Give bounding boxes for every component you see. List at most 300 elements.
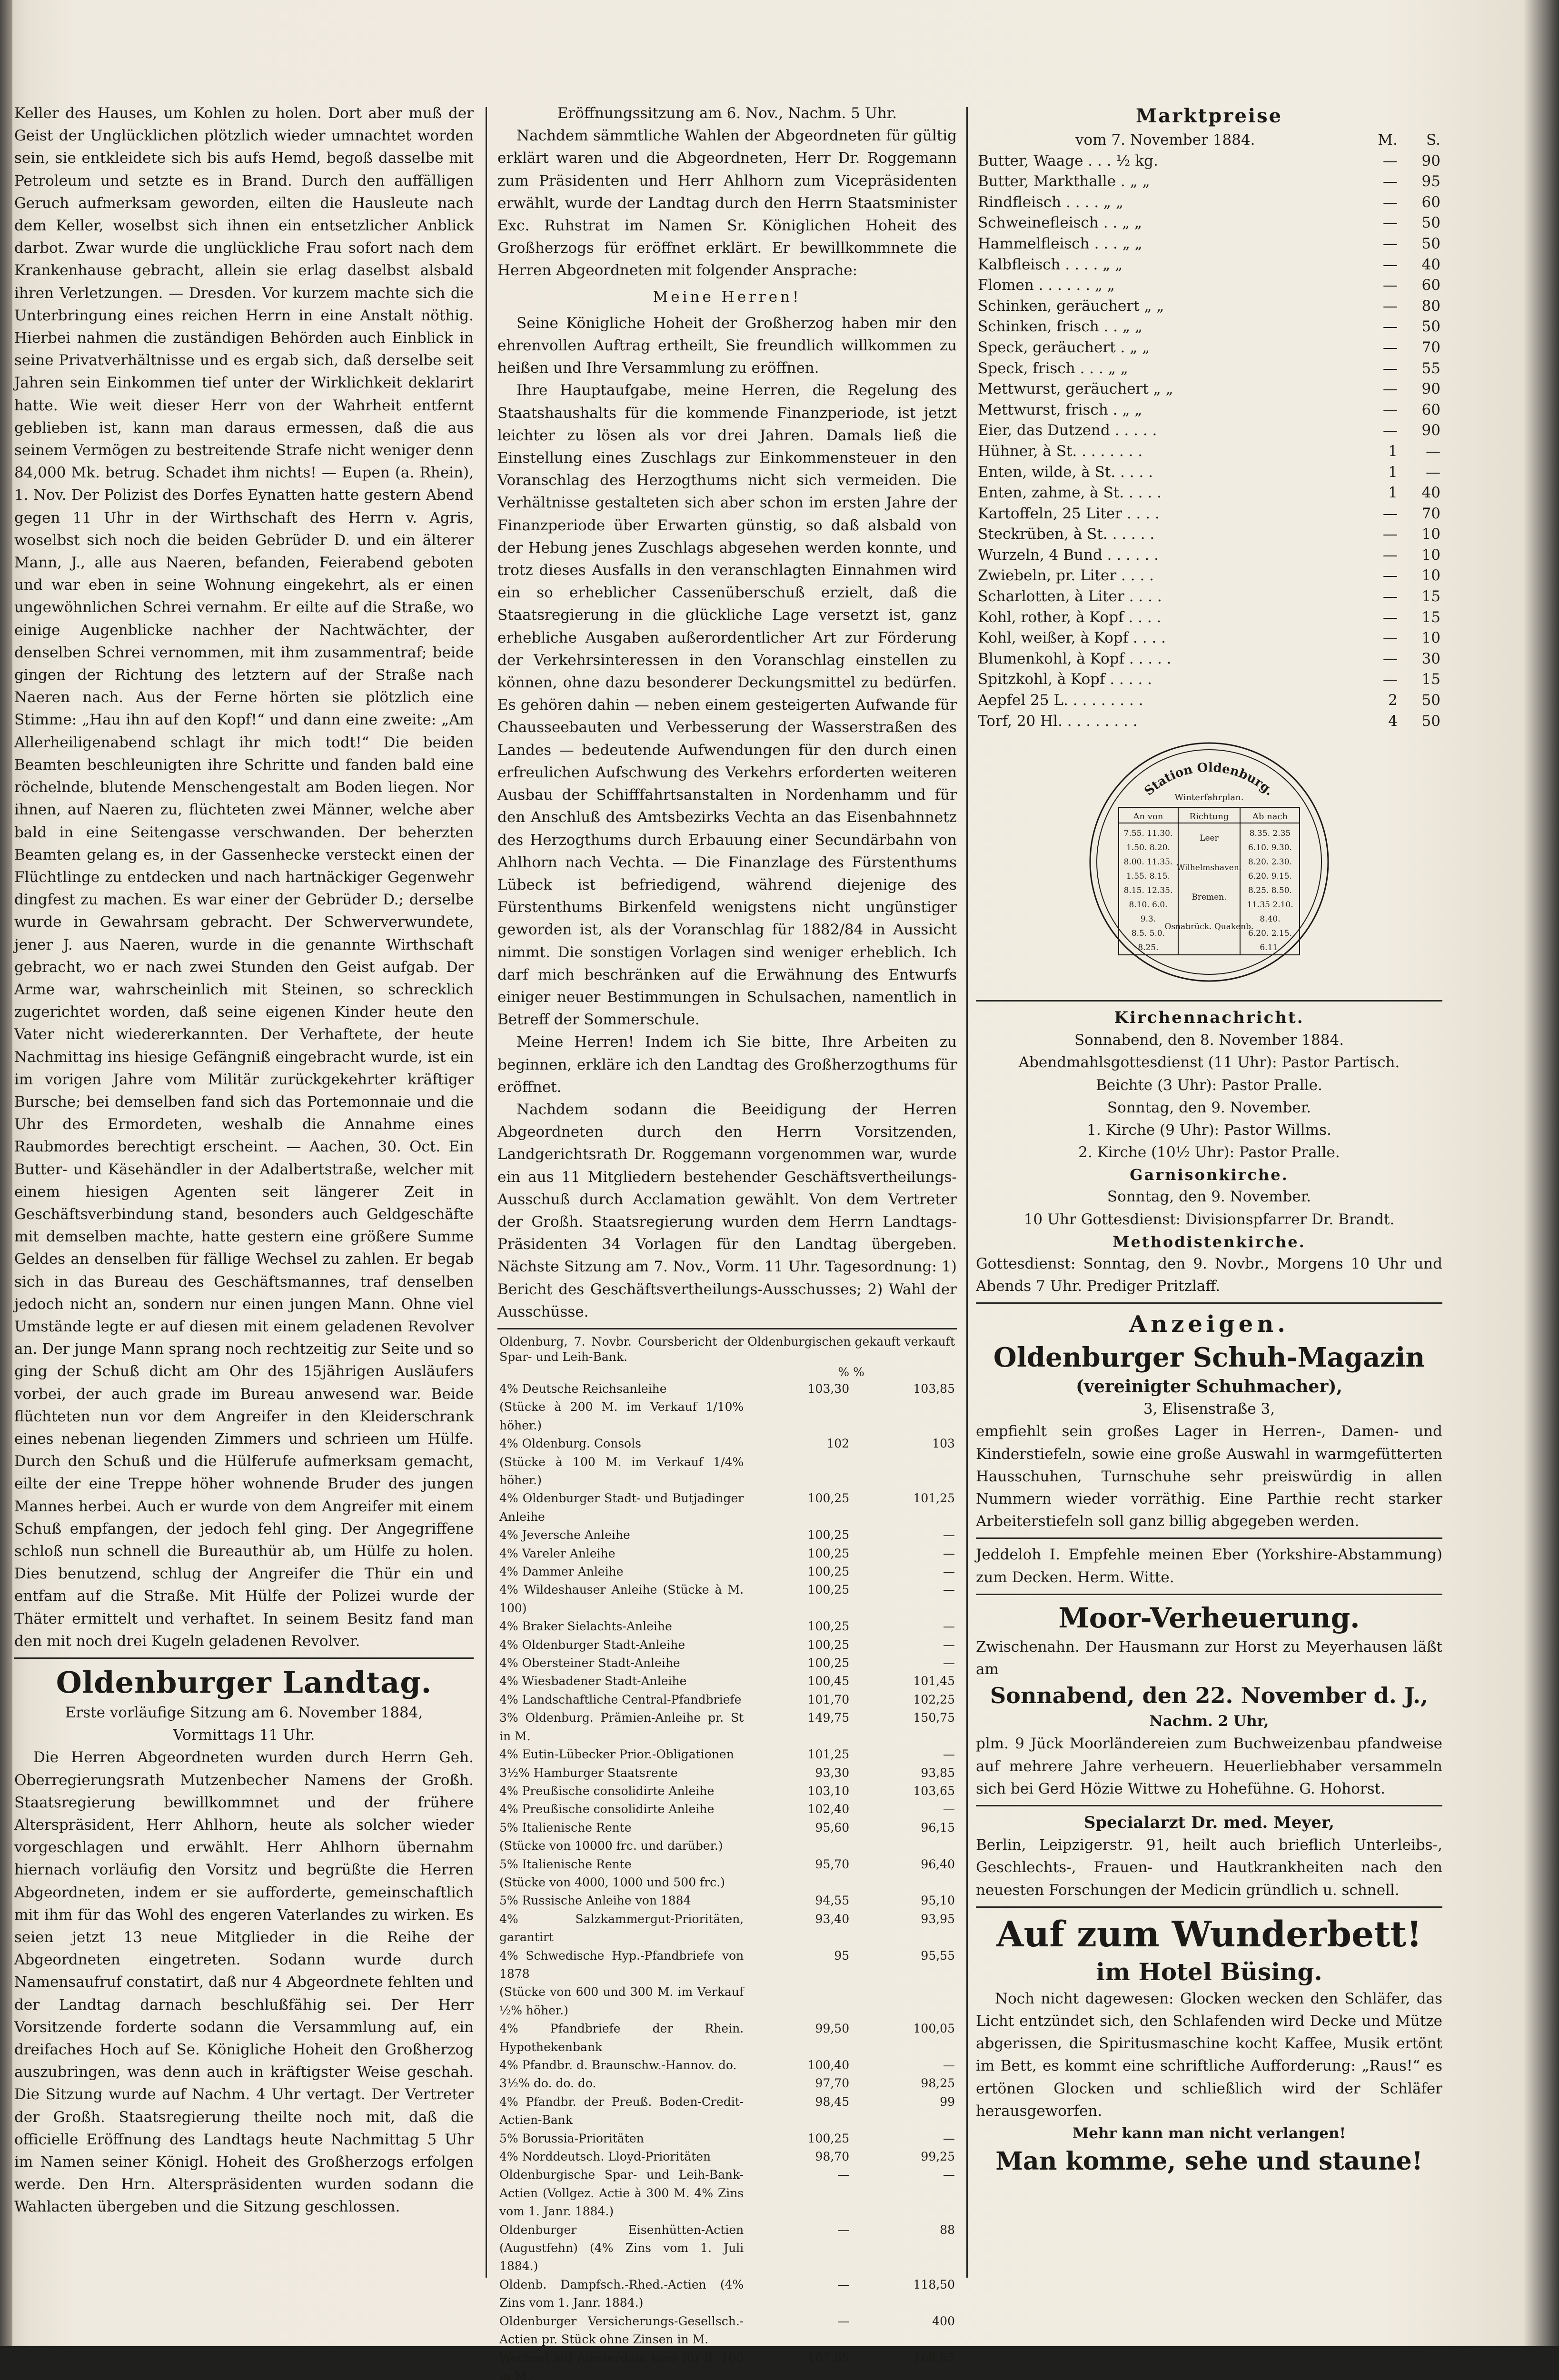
price-mark: 4: [1355, 711, 1400, 732]
divider: [14, 1657, 474, 1659]
currency-mark: M.: [1355, 130, 1400, 151]
product-name: Torf, 20 Hl. . . . . . . . .: [976, 711, 1355, 732]
station-arrival-time: 8.15. 12.35.: [1124, 886, 1173, 895]
course-row: [497, 2056, 957, 2074]
product-name: Flomen . . . . . . „ „: [976, 275, 1355, 296]
boar-ad-text: Jeddeloh I. Empfehle meinen Eber (Yorkshire-Abstammung) zum Decken. Herm. Witte.: [976, 1544, 1442, 1588]
product-name: Speck, geräuchert . „ „: [976, 337, 1355, 358]
market-price-row: [976, 545, 1442, 566]
security-name: 4% Wildeshauser Anleihe (Stücke à M. 100): [497, 1581, 745, 1617]
security-name: 4% Salzkammergut-Prioritäten, garantirt: [497, 1910, 745, 1947]
security-name: 4% Obersteiner Stadt-Anleihe: [497, 1654, 745, 1672]
ask-price: —: [851, 2166, 957, 2221]
market-price-row: [976, 524, 1442, 545]
column-2: [497, 102, 957, 2380]
bid-price: [745, 1874, 851, 1892]
station-departure-time: 6.20. 2.15.: [1248, 929, 1292, 938]
methodist-church-heading: Methodistenkirche.: [976, 1231, 1442, 1253]
price-mark: 2: [1355, 690, 1400, 711]
moor-ad-date: Sonnabend, den 22. November d. J.,: [976, 1681, 1442, 1710]
price-pfennig: 50: [1400, 690, 1442, 711]
product-name: Enten, zahme, à St. . . . .: [976, 483, 1355, 504]
price-pfennig: 15: [1400, 607, 1442, 628]
security-name: 4% Pfandbr. d. Braunschw.-Hannov. do.: [497, 2056, 745, 2074]
church-news-heading: Kirchennachricht.: [976, 1006, 1442, 1029]
price-pfennig: 30: [1400, 649, 1442, 670]
divider: [976, 1594, 1442, 1595]
bid-price: 100,25: [745, 1654, 851, 1672]
product-name: Speck, frisch . . . „ „: [976, 358, 1355, 379]
security-name: 5% Italienische Rente: [497, 1819, 745, 1837]
price-mark: —: [1355, 234, 1400, 255]
ask-price: 98,25: [851, 2074, 957, 2092]
bid-price: 94,55: [745, 1892, 851, 1910]
church-news-line: 2. Kirche (10½ Uhr): Pastor Pralle.: [976, 1141, 1442, 1164]
course-row: [497, 1983, 957, 2020]
security-name: 4% Oldenburger Stadt- und Butjadinger Anleihe: [497, 1489, 745, 1526]
market-price-row: [976, 213, 1442, 234]
bid-price: 100,25: [745, 1636, 851, 1654]
ask-price: —: [851, 1526, 957, 1544]
wonder-bed-ad-title: Auf zum Wunderbett!: [976, 1913, 1442, 1956]
wonder-bed-ad-text: Noch nicht dagewesen: Glocken wecken den Schläfer, das Licht entzündet sich, den Schlafenden wird Decke und Mütze abgerissen, die Spiritusmaschine kocht Kaffee, Musik ertönt im Bett, es kommt eine schriftliche Aufforderung: „Raus!“ es ertönen Glocken und schließlich wird der Schläfer herausgeworfen.: [976, 1988, 1442, 2122]
price-mark: —: [1355, 337, 1400, 358]
price-pfennig: 60: [1400, 275, 1442, 296]
ask-price: 95,55: [851, 1947, 957, 1983]
column-rule-1: [486, 107, 487, 2278]
security-name: 5% Russische Anleihe von 1884: [497, 1892, 745, 1910]
course-row: [497, 1910, 957, 1947]
station-arrival-time: 1.55. 8.15.: [1126, 872, 1170, 881]
security-name: 4% Oldenburg. Consols: [497, 1435, 745, 1453]
station-direction: Leer: [1200, 833, 1219, 843]
bid-price: 95: [745, 1947, 851, 1983]
ask-price: [851, 1983, 957, 2020]
security-name: 4% Norddeutsch. Lloyd-Prioritäten: [497, 2148, 745, 2166]
station-arrival-time: 8.00. 11.35.: [1124, 857, 1173, 867]
course-row: [497, 2349, 957, 2380]
course-row: [497, 1874, 957, 1892]
course-row: [497, 2166, 957, 2221]
station-direction: Osnabrück. Quakenb.: [1165, 922, 1254, 932]
percent-units: % %: [745, 1365, 957, 1380]
course-row: [497, 2074, 957, 2092]
price-mark: —: [1355, 213, 1400, 234]
security-name: Wechsel auf Amsterdam kurz für fl. 100 in M.: [497, 2349, 745, 2380]
address-paragraph: Meine Herren! Indem ich Sie bitte, Ihre Arbeiten zu beginnen, erkläre ich den Landtag des Großherzogthums für eröffnet.: [497, 1031, 957, 1099]
market-prices-table: [976, 130, 1442, 732]
ask-price: [851, 1398, 957, 1435]
price-pfennig: 40: [1400, 255, 1442, 276]
course-row: [497, 1581, 957, 1617]
bid-price: 100,40: [745, 2056, 851, 2074]
station-arrival-time: 8.5. 5.0.: [1132, 929, 1165, 938]
course-row: [497, 1636, 957, 1654]
ask-price: —: [851, 2056, 957, 2074]
price-mark: —: [1355, 565, 1400, 586]
market-price-row: [976, 462, 1442, 483]
bid-price: 101,70: [745, 1691, 851, 1709]
bid-price: [745, 1398, 851, 1435]
price-mark: —: [1355, 275, 1400, 296]
divider: [976, 1537, 1442, 1539]
course-row: [497, 2276, 957, 2312]
course-report-columns: Oldenburgischen gekauft verkauft: [745, 1334, 957, 1365]
price-pfennig: 70: [1400, 337, 1442, 358]
market-price-row: [976, 151, 1442, 172]
ask-price: 95,10: [851, 1892, 957, 1910]
ask-price: —: [851, 1545, 957, 1563]
ask-price: 99,25: [851, 2148, 957, 2166]
bid-price: 93,30: [745, 1764, 851, 1782]
moor-ad-text: Zwischenahn. Der Hausmann zur Horst zu Meyerhausen läßt am: [976, 1636, 1442, 1681]
price-pfennig: 50: [1400, 317, 1442, 337]
station-departure-time: 8.25. 8.50.: [1248, 886, 1292, 895]
security-name: 4% Deutsche Reichsanleihe: [497, 1380, 745, 1398]
product-name: Kalbfleisch . . . . „ „: [976, 255, 1355, 276]
session-paragraph: Nachdem sämmtliche Wahlen der Abgeordneten für gültig erklärt waren und die Abgeordneten, Herr Dr. Roggemann zum Präsidenten und Herr Ahlhorn zum Vicepräsidenten erwählt, wurde der Landtag durch den Herrn Staatsminister Exc. Ruhstrat im Namen Sr. Königlichen Hoheit des Großherzogs für eröffnet erklärt. Er bewillkommnete die Herren Abgeordneten mit folgender Ansprache:: [497, 125, 957, 282]
price-mark: —: [1355, 358, 1400, 379]
station-timetable-circle: [1085, 738, 1333, 986]
church-news-line: Abendmahlsgottesdienst (11 Uhr): Pastor Partisch.: [976, 1051, 1442, 1074]
price-pfennig: 90: [1400, 151, 1442, 172]
market-price-row: [976, 607, 1442, 628]
course-row: [497, 1892, 957, 1910]
course-row: [497, 1837, 957, 1855]
divider: [976, 1000, 1442, 1002]
market-price-row: [976, 420, 1442, 441]
divider: [976, 1906, 1442, 1908]
market-price-row: [976, 504, 1442, 525]
ask-price: —: [851, 1617, 957, 1636]
station-departure-time: 6.11.: [1260, 943, 1280, 952]
price-pfennig: —: [1400, 441, 1442, 462]
course-row: [497, 1435, 957, 1453]
price-mark: —: [1355, 649, 1400, 670]
bid-price: 100,25: [745, 1563, 851, 1581]
market-price-row: [976, 379, 1442, 400]
ask-price: 103: [851, 1435, 957, 1453]
column-3: [976, 102, 1442, 2178]
market-price-row: [976, 234, 1442, 255]
bid-price: 102,40: [745, 1800, 851, 1818]
price-pfennig: 10: [1400, 628, 1442, 649]
ask-price: 118,50: [851, 2276, 957, 2312]
course-row: [497, 1654, 957, 1672]
course-row: [497, 1800, 957, 1818]
market-price-row: [976, 337, 1442, 358]
price-pfennig: 50: [1400, 213, 1442, 234]
ask-price: 101,25: [851, 1489, 957, 1526]
course-row: [497, 2130, 957, 2148]
price-mark: 1: [1355, 441, 1400, 462]
bid-price: 103,10: [745, 1782, 851, 1800]
bid-price: —: [745, 2166, 851, 2221]
security-name: (Stücke von 4000, 1000 und 500 frc.): [497, 1874, 745, 1892]
ask-price: 168,65: [851, 2349, 957, 2380]
ask-price: —: [851, 1800, 957, 1818]
course-row: [497, 1617, 957, 1636]
station-arrival-time: 1.50. 8.20.: [1126, 843, 1170, 853]
product-name: Kartoffeln, 25 Liter . . . .: [976, 504, 1355, 525]
security-name: (Stücke von 600 und 300 M. im Verkauf ½% höher.): [497, 1983, 745, 2020]
ask-price: —: [851, 1581, 957, 1617]
market-price-row: [976, 586, 1442, 607]
moor-ad-time: Nachm. 2 Uhr,: [976, 1710, 1442, 1733]
product-name: Aepfel 25 L. . . . . . . . .: [976, 690, 1355, 711]
course-row: [497, 2221, 957, 2276]
course-row: [497, 1764, 957, 1782]
price-mark: —: [1355, 171, 1400, 192]
security-name: 3½% Hamburger Staatsrente: [497, 1764, 745, 1782]
security-name: 3% Oldenburg. Prämien-Anleihe pr. St in M.: [497, 1709, 745, 1745]
security-name: 5% Borussia-Prioritäten: [497, 2130, 745, 2148]
ask-price: —: [851, 1654, 957, 1672]
product-name: Schinken, geräuchert „ „: [976, 296, 1355, 317]
bid-price: 100,25: [745, 1489, 851, 1526]
price-pfennig: 50: [1400, 234, 1442, 255]
landtag-text: Die Herren Abgeordneten wurden durch Herrn Geh. Oberregierungsrath Mutzenbecher Namens der Großh. Staatsregierung bewillkommnet und der frühere Alterspräsident, Herr Ahlhorn, heute als solcher wieder vorgeschlagen und erwählt. Herr Ahlhorn übernahm hiernach vorläufig den Vorsitz und begrüßte die Herren Abgeordneten, indem er sie aufforderte, gemeinschaftlich mit ihm für das Wohl des engeren Vaterlandes zu wirken. Es seien jetzt 13 neue Mitglieder in die Reihe der Abgeordneten eingetreten. Sodann wurde durch Namensaufruf constatirt, daß nur 4 Abgeordnete fehlten und der Landtag darnach beschlußfähig sei. Der Herr Vorsitzende forderte sodann die Versammlung auf, ein dreifaches Hoch auf Se. Königliche Hoheit den Großherzog auszubringen, was denn auch in kräftigster Weise geschah. Die Sitzung wurde auf Nachm. 4 Uhr vertagt. Der Vertreter der Großh. Staatsregierung theilte noch mit, daß die officielle Eröffnung des Landtags heute Nachmittag 5 Uhr im Namen seiner Königl. Hoheit des Großherzogs erfolgen werde. Den Hrn. Alterspräsidenten wurden sodann die Wahlacten übergeben und die Sitzung geschlossen.: [14, 1746, 474, 2218]
product-name: Butter, Waage . . . ½ kg.: [976, 151, 1355, 172]
bid-price: 101,25: [745, 1745, 851, 1764]
security-name: (Stücke à 200 M. im Verkauf 1/10% höher.): [497, 1398, 745, 1435]
ask-price: 103,85: [851, 1380, 957, 1398]
course-row: [497, 1453, 957, 1490]
divider: [497, 1328, 957, 1329]
price-mark: —: [1355, 296, 1400, 317]
security-name: Oldenburger Eisenhütten-Actien (Augustfehn) (4% Zins vom 1. Juli 1884.): [497, 2221, 745, 2276]
garrison-church-list: [976, 1186, 1442, 1230]
security-name: 4% Eutin-Lübecker Prior.-Obligationen: [497, 1745, 745, 1764]
station-departure-time: 6.10. 9.30.: [1248, 843, 1292, 853]
advertisements-heading: Anzeigen.: [976, 1309, 1442, 1340]
product-name: Hühner, à St. . . . . . . .: [976, 441, 1355, 462]
ask-price: 102,25: [851, 1691, 957, 1709]
ask-price: —: [851, 2130, 957, 2148]
market-prices-heading: Marktpreise: [976, 102, 1442, 130]
wonder-bed-ad-final: Man komme, sehe und staune!: [976, 2145, 1442, 2178]
security-name: (Stücke von 10000 frc. und darüber.): [497, 1837, 745, 1855]
ask-price: 88: [851, 2221, 957, 2276]
landtag-heading: Oldenburger Landtag.: [14, 1664, 474, 1702]
church-news-line: Beichte (3 Uhr): Pastor Pralle.: [976, 1074, 1442, 1097]
price-mark: 1: [1355, 483, 1400, 504]
station-departure-time: 11.35 2.10.: [1247, 900, 1293, 910]
price-pfennig: 40: [1400, 483, 1442, 504]
bid-price: 149,75: [745, 1709, 851, 1745]
station-departure-time: 8.40.: [1260, 914, 1280, 924]
bid-price: [745, 1453, 851, 1490]
bid-price: 99,50: [745, 2020, 851, 2056]
station-departure-header: Ab nach: [1252, 812, 1288, 822]
course-row: [497, 1672, 957, 1690]
price-mark: —: [1355, 628, 1400, 649]
security-name: 4% Vareler Anleihe: [497, 1545, 745, 1563]
price-pfennig: —: [1400, 462, 1442, 483]
garrison-church-heading: Garnisonkirche.: [976, 1164, 1442, 1186]
course-report-table: [497, 1334, 957, 2380]
landtag-subheading: Erste vorläufige Sitzung am 6. November 1884,: [14, 1702, 474, 1724]
course-row: [497, 1782, 957, 1800]
shoe-shop-ad-title: Oldenburger Schuh-Magazin: [976, 1340, 1442, 1375]
product-name: Schweinefleisch . . „ „: [976, 213, 1355, 234]
market-price-row: [976, 317, 1442, 337]
column-rule-2: [966, 107, 968, 2278]
price-mark: —: [1355, 524, 1400, 545]
station-subtitle: Winterfahrplan.: [1175, 793, 1244, 803]
security-name: 3½% do. do. do.: [497, 2074, 745, 2092]
ask-price: [851, 1837, 957, 1855]
price-mark: —: [1355, 545, 1400, 566]
ask-price: [851, 1874, 957, 1892]
price-mark: —: [1355, 400, 1400, 421]
market-price-row: [976, 255, 1442, 276]
price-pfennig: 10: [1400, 524, 1442, 545]
course-row: [497, 1545, 957, 1563]
ask-price: —: [851, 1636, 957, 1654]
price-mark: —: [1355, 669, 1400, 690]
market-price-row: [976, 649, 1442, 670]
ask-price: 101,45: [851, 1672, 957, 1690]
product-name: Spitzkohl, à Kopf . . . . .: [976, 669, 1355, 690]
ask-price: 93,95: [851, 1910, 957, 1947]
price-pfennig: 60: [1400, 400, 1442, 421]
church-news-line: 1. Kirche (9 Uhr): Pastor Willms.: [976, 1119, 1442, 1141]
market-price-row: [976, 565, 1442, 586]
address-paragraph: Ihre Hauptaufgabe, meine Herren, die Regelung des Staatshaushalts für die kommende Finanzperiode, ist jetzt leichter zu lösen als vor drei Jahren. Damals ließ die Einstellung eines Zuschlags zur Einkommensteuer in den Voranschlag des Herzogthums nicht sich vermeiden. Die Verhältnisse gestalteten sich aber schon im ersten Jahre der Finanzperiode über Erwarten günstig, so daß alsbald von der Hebung jenes Zuschlags abgesehen werden konnte, und trotz dieses Ausfalls in den veranschlagten Einnahmen wird ein so erheblicher Cassenüberschuß erzielt, daß die Staatsregierung in die glückliche Lage versetzt ist, ganz erhebliche Ausgaben außerordentlicher Art zur Förderung der Verkehrsinteressen in den Voranschlag einstellen zu können, ohne dazu besonderer Deckungsmittel zu bedürfen. Es gehören dahin — neben einem gesteigerten Aufwande für Chausseebauten und Verbesserung der Wasserstraßen des Landes — bedeutende Aufwendungen für den durch einen erfreulichen Aufschwung des Verkehrs erforderten weiteren Ausbau der Schifffahrtsanstalten in Nordenhamm und für den Anschluß des Amtsbezirks Vechta an das Eisenbahnnetz des Herzogthums durch Erbauung einer Secundärbahn von Ahlhorn nach Vechta. — Die Finanzlage des Fürstenthums Lübeck ist befriedigend, während diejenige des Fürstenthums Birkenfeld wenigstens nicht ungünstiger geworden ist, als der Voranschlag für 1882/84 in Aussicht nimmt. Die sonstigen Vorlagen sind weniger erheblich. Ich darf mich beschränken auf die Erwähnung des Entwurfs einiger neuer Bestimmungen in Schulsachen, namentlich in Betreff der Sommerschule.: [497, 379, 957, 1031]
bid-price: —: [745, 2276, 851, 2312]
price-mark: —: [1355, 379, 1400, 400]
bid-price: [745, 1837, 851, 1855]
bid-price: 95,70: [745, 1855, 851, 1874]
bid-price: [745, 1983, 851, 2020]
market-price-row: [976, 711, 1442, 732]
course-row: [497, 2020, 957, 2056]
product-name: Butter, Markthalle . „ „: [976, 171, 1355, 192]
price-pfennig: 90: [1400, 420, 1442, 441]
course-row: [497, 1380, 957, 1398]
price-mark: —: [1355, 151, 1400, 172]
ask-price: 150,75: [851, 1709, 957, 1745]
market-price-row: [976, 296, 1442, 317]
moor-ad-details: plm. 9 Jück Moorländereien zum Buchweizenbau pfandweise auf mehrere Jahre verheuern. Heuerliebhaber versammeln sich bei Gerd Hözie Wittwe zu Hohefühne. G. Hohorst.: [976, 1733, 1442, 1800]
garrison-church-line: Sonntag, den 9. November.: [976, 1186, 1442, 1208]
market-price-row: [976, 628, 1442, 649]
security-name: 4% Landschaftliche Central-Pfandbriefe: [497, 1691, 745, 1709]
bid-price: 100,25: [745, 1526, 851, 1544]
station-direction: Bremen.: [1192, 892, 1226, 902]
station-arrival-time: 9.3.: [1141, 914, 1156, 924]
market-price-row: [976, 483, 1442, 504]
session-paragraph: Nachdem sodann die Beeidigung der Herren Abgeordneten durch den Herrn Vorsitzenden, Landgerichtsrath Dr. Roggemann vorgenommen war, wurde ein aus 11 Mitgliedern bestehender Geschäftsvertheilungs-Ausschuß durch Acclamation gewählt. Von dem Vertreter der Großh. Staatsregierung wurden dem Herrn Landtags-Präsidenten 34 Vorlagen für den Landtag übergeben. Nächste Sitzung am 7. Nov., Vorm. 11 Uhr. Tagesordnung: 1) Bericht des Geschäftsvertheilungs-Ausschusses; 2) Wahl der Ausschüsse.: [497, 1099, 957, 1323]
bid-price: 100,45: [745, 1672, 851, 1690]
bid-price: 102: [745, 1435, 851, 1453]
price-pfennig: 80: [1400, 296, 1442, 317]
price-pfennig: 50: [1400, 711, 1442, 732]
doctor-ad-text: Berlin, Leipzigerstr. 91, heilt auch brieflich Unterleibs-, Geschlechts-, Frauen- und Hautkrankheiten nach den neuesten Forschungen der Medicin gründlich u. schnell.: [976, 1834, 1442, 1902]
bid-price: 100,25: [745, 1617, 851, 1636]
security-name: 4% Pfandbr. der Preuß. Boden-Credit-Actien-Bank: [497, 2093, 745, 2130]
wonder-bed-ad-line: Mehr kann man nicht verlangen!: [976, 2122, 1442, 2145]
product-name: Hammelfleisch . . . „ „: [976, 234, 1355, 255]
price-mark: —: [1355, 607, 1400, 628]
market-price-row: [976, 358, 1442, 379]
address-paragraph: Seine Königliche Hoheit der Großherzog haben mir den ehrenvollen Auftrag ertheilt, Sie freundlich willkommen zu heißen und Ihre Versammlung zu eröffnen.: [497, 312, 957, 380]
shoe-shop-ad-text: empfiehlt sein großes Lager in Herren-, Damen- und Kinderstiefeln, sowie eine große Auswahl in warmgefütterten Hausschuhen, Turnschuhe sehr preiswürdig in allen Nummern wieder vorräthig. Eine Parthie recht starker Arbeiterstiefeln soll ganz billig abgegeben werden.: [976, 1420, 1442, 1533]
course-row: [497, 2093, 957, 2130]
bid-price: 95,60: [745, 1819, 851, 1837]
security-name: Oldenburgische Spar- und Leih-Bank-Actien (Vollgez. Actie à 300 M. 4% Zins vom 1. Janr. 1884.): [497, 2166, 745, 2221]
station-arrival-time: 7.55. 11.30.: [1124, 829, 1173, 838]
market-price-row: [976, 441, 1442, 462]
station-departure-time: 6.20. 9.15.: [1248, 872, 1292, 881]
product-name: Enten, wilde, à St. . . . .: [976, 462, 1355, 483]
product-name: Steckrüben, à St. . . . . .: [976, 524, 1355, 545]
course-row: [497, 1563, 957, 1581]
price-pfennig: 90: [1400, 379, 1442, 400]
station-arrival-time: 8.10. 6.0.: [1129, 900, 1167, 910]
market-price-row: [976, 690, 1442, 711]
course-row: [497, 1398, 957, 1435]
bid-price: 98,70: [745, 2148, 851, 2166]
security-name: 4% Jeversche Anleihe: [497, 1526, 745, 1544]
price-mark: 1: [1355, 462, 1400, 483]
station-direction-header: Richtung: [1190, 812, 1229, 822]
session-heading: Eröffnungssitzung am 6. Nov., Nachm. 5 Uhr.: [497, 102, 957, 125]
timetable-seal: [976, 738, 1442, 986]
product-name: Mettwurst, frisch . „ „: [976, 400, 1355, 421]
bid-price: 100,25: [745, 1581, 851, 1617]
market-price-row: [976, 192, 1442, 213]
currency-pfennig: S.: [1400, 130, 1442, 151]
doctor-ad-title: Specialarzt Dr. med. Meyer,: [976, 1811, 1442, 1834]
market-date: vom 7. November 1884.: [976, 130, 1355, 151]
address-heading: Meine Herren!: [497, 286, 957, 308]
product-name: Rindfleisch . . . . „ „: [976, 192, 1355, 213]
moor-ad-title: Moor-Verheuerung.: [976, 1600, 1442, 1636]
garrison-church-line: 10 Uhr Gottesdienst: Divisionspfarrer Dr. Brandt.: [976, 1209, 1442, 1231]
security-name: 4% Dammer Anleihe: [497, 1563, 745, 1581]
market-price-row: [976, 669, 1442, 690]
church-news-line: Sonnabend, den 8. November 1884.: [976, 1029, 1442, 1051]
course-row: [497, 2148, 957, 2166]
security-name: 5% Italienische Rente: [497, 1855, 745, 1874]
product-name: Kohl, weißer, à Kopf . . . .: [976, 628, 1355, 649]
security-name: 4% Preußische consolidirte Anleihe: [497, 1800, 745, 1818]
bid-price: 100,25: [745, 2130, 851, 2148]
bid-price: 97,70: [745, 2074, 851, 2092]
product-name: Eier, das Dutzend . . . . .: [976, 420, 1355, 441]
church-news-line: Sonntag, den 9. November.: [976, 1097, 1442, 1119]
course-row: [497, 1489, 957, 1526]
market-prices-header-row: [976, 130, 1442, 151]
product-name: Blumenkohl, à Kopf . . . . .: [976, 649, 1355, 670]
course-row: [497, 1709, 957, 1745]
news-text-paragraph: Keller des Hauses, um Kohlen zu holen. Dort aber muß der Geist der Unglücklichen plötzlich wieder umnachtet worden sein, sie entkleidete sich bis aufs Hemd, begoß dasselbe mit Petroleum und setzte es in Brand. Durch den auffälligen Geruch aufmerksam geworden, eilten die Hausleute nach dem Keller, woselbst sich ihnen ein entsetzlicher Anblick darbot. Zwar wurde die unglückliche Frau sofort nach dem Krankenhause gebracht, allein sie erlag daselbst alsbald ihren Verletzungen. — Dresden. Vor kurzem machte sich die Unterbringung eines reichen Herrn in eine Anstalt nöthig. Hierbei nahmen die zuständigen Behörden auch Einblick in seine Privatverhältnisse und es ergab sich, daß derselbe seit Jahren sein Einkommen tief unter der Wirklichkeit deklarirt hatte. Wie weit dieser Herr von der Wahrheit entfernt geblieben ist, kann man daraus ermessen, daß die aus seinem Vermögen zu bestreitende Strafe nicht weniger denn 84,000 Mk. betrug. Schadet ihm nichts! — Eupen (a. Rhein), 1. Nov. Der Polizist des Dorfes Eynatten hatte gestern Abend gegen 11 Uhr in der Wirthschaft des Herrn v. Agris, woselbst sich noch die beiden Gebrüder D. und ein älterer Mann, J., alle aus Naeren, befanden, Feierabend geboten und war eben in seine Wohnung eingekehrt, als er einen ungewöhnlichen Schrei vernahm. Er eilte auf die Straße, wo einige Augenblicke nachher der Nachtwächter, der denselben Schrei vernommen, mit ihm zusammentraf; beide gingen der Richtung des letztern auf der Straße nach Naeren nach. Aus der Ferne hörten sie plötzlich eine Stimme: „Hau ihn auf den Kopf!“ und dann eine zweite: „Am Allerheiligenabend schlagt ihr mich todt!“ Die beiden Beamten beschleunigten ihre Schritte und fanden bald eine röchelnde, blutende Menschengestalt am Boden liegen. Nor ihnen, auf Naeren zu, flüchteten zwei Männer, welche aber bald in eine Seitengasse verschwanden. Der beherzten Beamten gelang es, in der Gassenhecke versteckt einen der Flüchtlinge zu entdecken und nach hartnäckiger Gegenwehr dingfest zu machen. Es war einer der Gebrüder D.; derselbe wurde in Gewahrsam gebracht. Der Schwerverwundete, jener J. aus Naeren, wurde in die genannte Wirthschaft gebracht, wo er nach zwei Stunden den Geist aufgab. Der Arme war, wahrscheinlich mit Steinen, so schrecklich zugerichtet worden, daß seine eigenen Kinder heute den Vater nicht wiedererkannten. Der Verhaftete, der heute Nachmittag ins hiesige Gefängniß eingebracht wurde, ist ein im vorigen Jahre vom Militär zurückgekehrter kräftiger Bursche; bei demselben fand sich das Portemonnaie und die Uhr des Ermordeten, weshalb die Annahme eines Raubmordes berechtigt erscheint. — Aachen, 30. Oct. Ein Butter- und Käsehändler in der Adalbertstraße, welcher mit einem hiesigen Agenten seit längerer Zeit in Geschäftsverbindung stand, besonders auch Geldgeschäfte mit demselben machte, hatte gestern eine größere Summe Geldes an denselben für fällige Wechsel zu zahlen. Er begab sich in das Bureau des Geschäftsmannes, traf denselben jedoch nicht an, sondern nur einen jungen Mann. Ohne viel Umstände legte er auf diesen mit einem geladenen Revolver an. Der junge Mann sprang noch rechtzeitig zur Seite und so ging der Schuß dicht am Ohr des 15jährigen Ausläufers vorbei, der auch grade im Bureau anwesend war. Beide flüchteten nun vor dem Angreifer in den Kleiderschrank eines nebenan liegenden Zimmers und schrieen um Hülfe. Durch den Schuß und die Hülferufe aufmerksam gemacht, eilte der eine Treppe höher wohnende Bruder des jungen Mannes herbei. Auch er wurde von dem Angreifer mit einem Schuß empfangen, der jedoch fehl ging. Der Angegriffene schloß nun schnell die Bureauthür ab, um Hülfe zu holen. Dies benutzend, schlug der Angreifer die Thür ein und entfam auf die Straße. Mit Hülfe der Polizei wurde der Thäter ermittelt und verhaftet. In seinem Besitz fand man den mit noch drei Kugeln geladenen Revolver.: [14, 102, 474, 1653]
bid-price: 100,25: [745, 1545, 851, 1563]
wonder-bed-ad-subtitle: im Hotel Büsing.: [976, 1956, 1442, 1988]
divider: [976, 1805, 1442, 1806]
course-row: [497, 2312, 957, 2349]
price-mark: —: [1355, 504, 1400, 525]
course-row: [497, 1855, 957, 1874]
price-mark: —: [1355, 317, 1400, 337]
ask-price: —: [851, 1745, 957, 1764]
price-mark: —: [1355, 192, 1400, 213]
price-pfennig: 15: [1400, 586, 1442, 607]
station-direction: Wilhelmshaven.: [1177, 863, 1241, 873]
course-report-title: Oldenburg, 7. Novbr. Coursbericht der Spar- und Leih-Bank.: [497, 1334, 745, 1365]
